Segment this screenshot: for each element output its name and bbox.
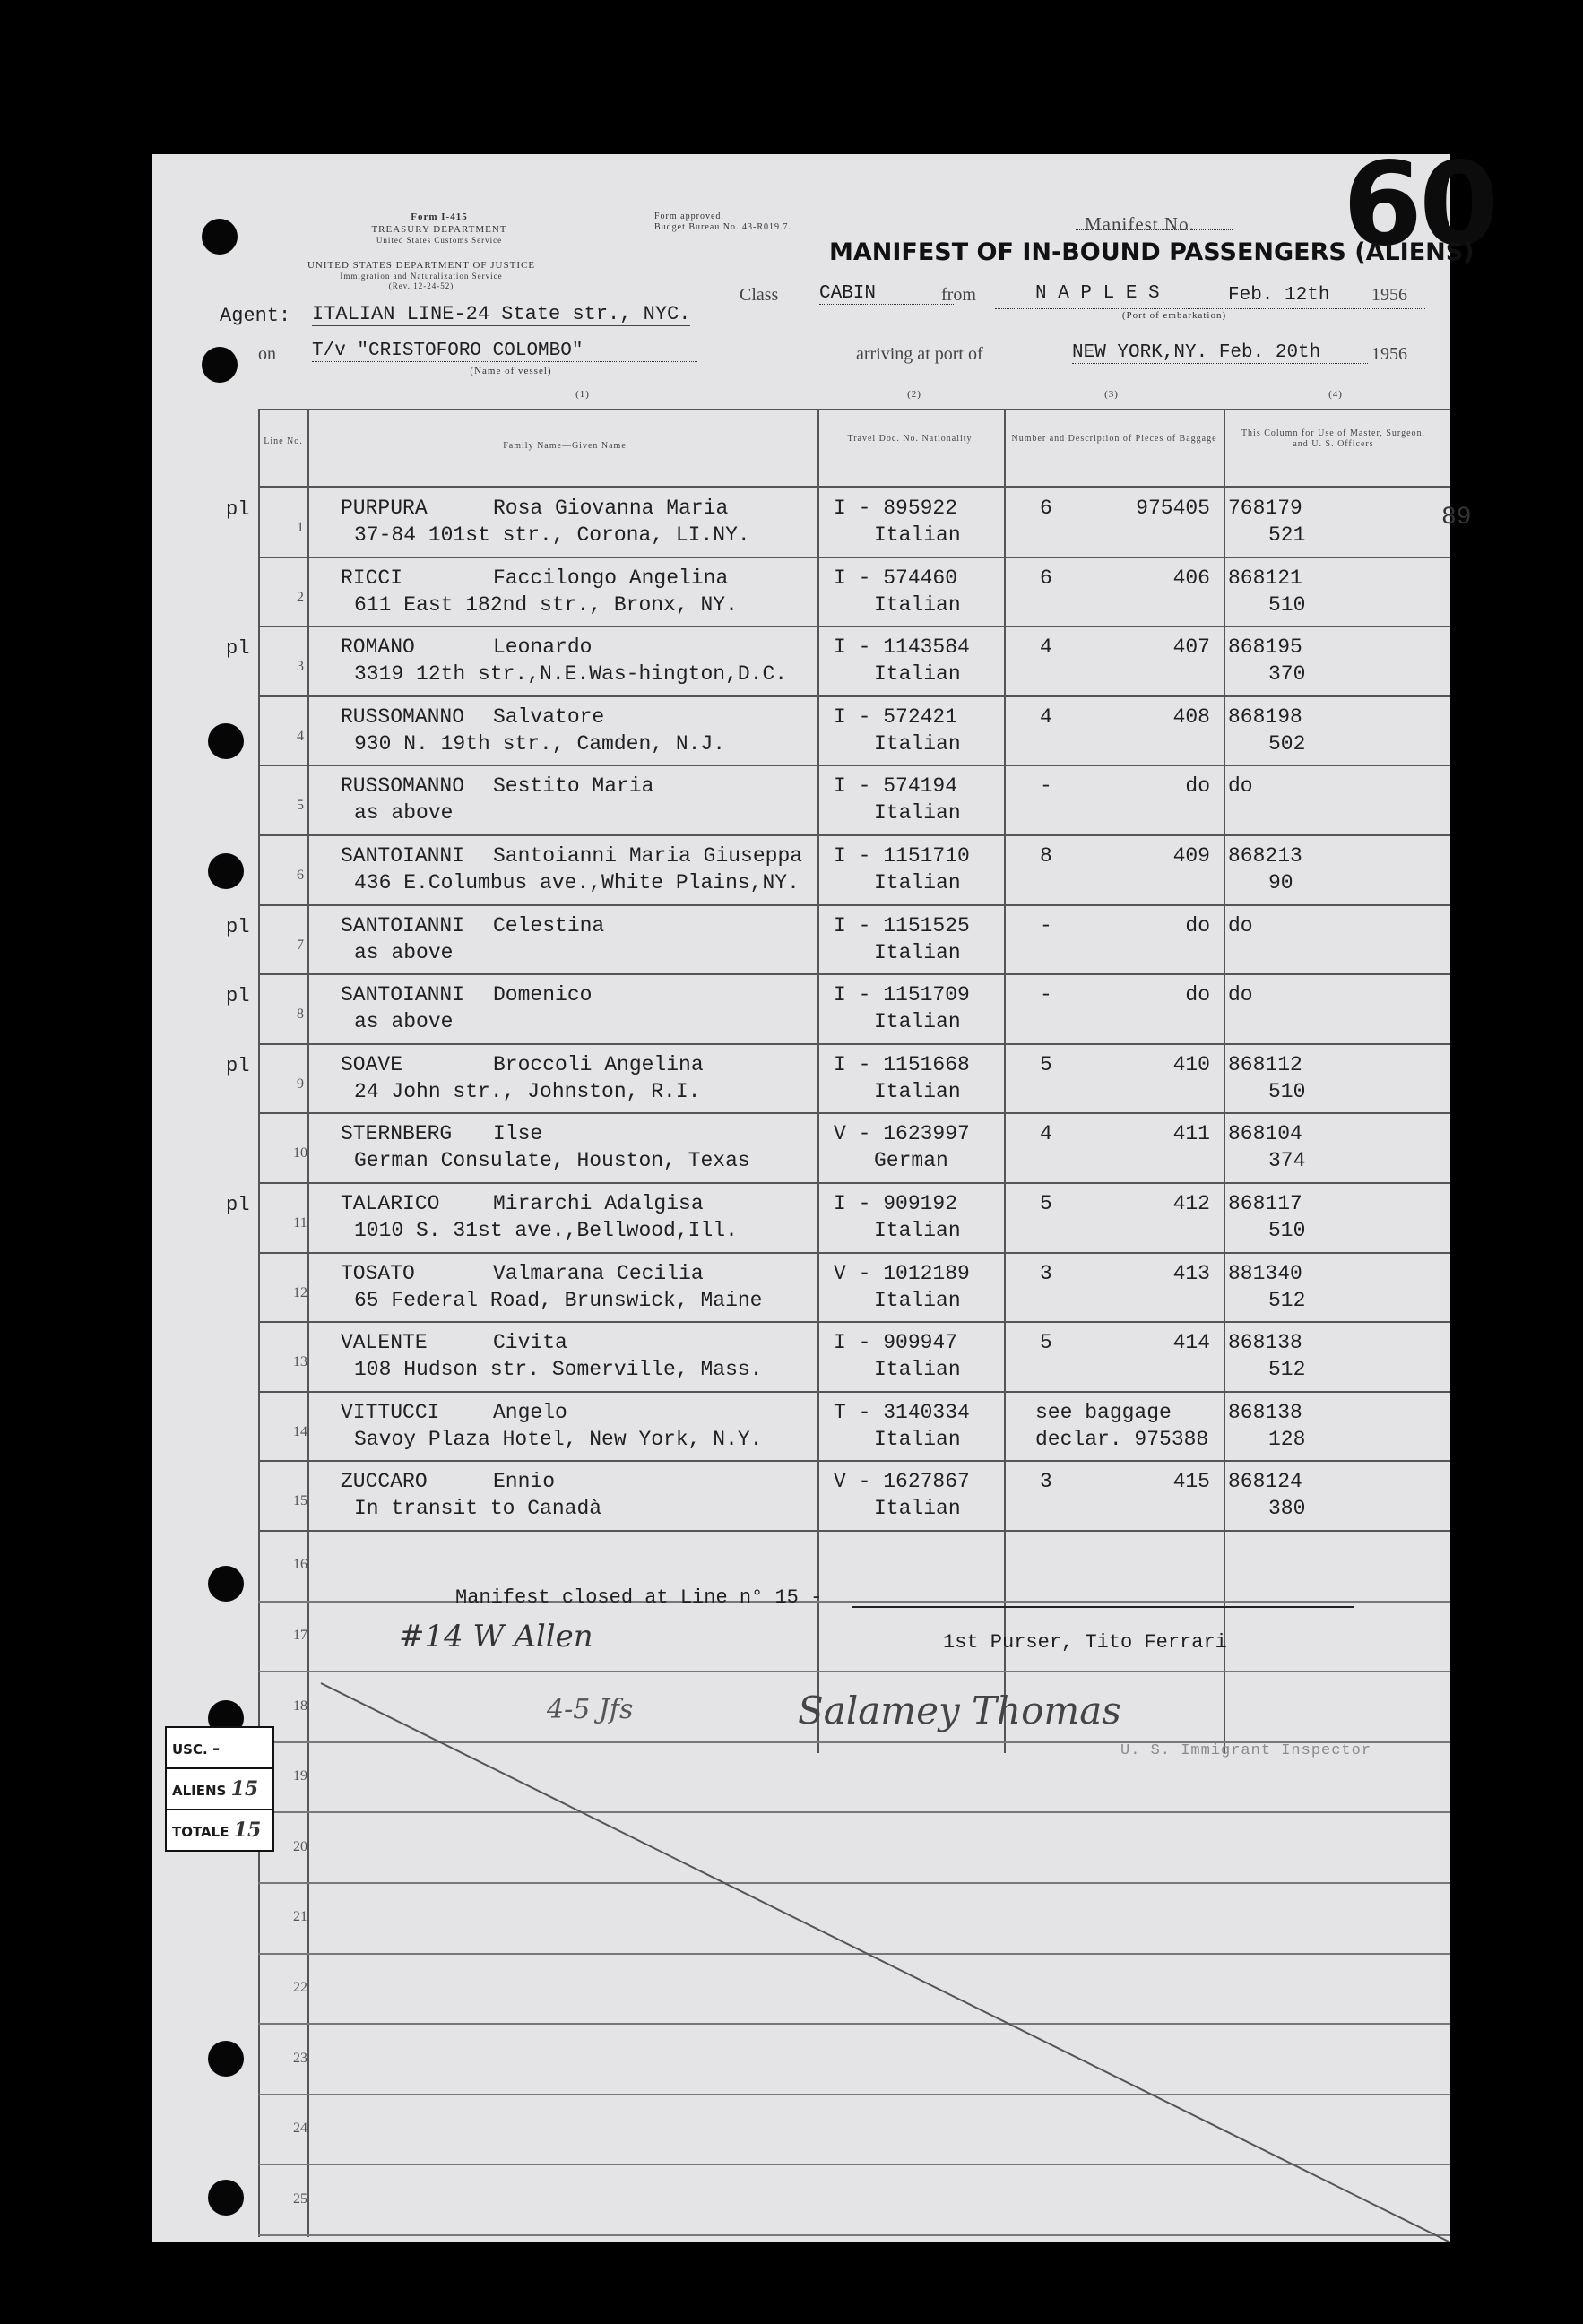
cancellation-strike xyxy=(152,154,1450,2242)
address: as above xyxy=(354,1010,454,1034)
baggage-number: do xyxy=(1185,913,1210,937)
family-name: SOAVE xyxy=(341,1052,403,1076)
given-name: Leonardo xyxy=(493,635,593,660)
inspector-signature: Salamey Thomas xyxy=(798,1689,1121,1732)
given-name: Ilse xyxy=(493,1122,543,1146)
arrival-year: 1956 xyxy=(1371,344,1407,364)
baggage-pieces: 3 xyxy=(1040,1470,1052,1494)
baggage-number: 410 xyxy=(1172,1052,1210,1076)
officer-number: 868213 xyxy=(1228,844,1302,868)
arrival-port-date: NEW YORK,NY. Feb. 20th xyxy=(1072,342,1368,364)
officer-sub-number: 510 xyxy=(1268,1079,1306,1103)
baggage-number: 408 xyxy=(1172,704,1210,729)
officer-sub-number: 510 xyxy=(1268,1219,1306,1242)
family-name: STERNBERG xyxy=(341,1122,453,1146)
family-name: RUSSOMANNO xyxy=(341,704,465,729)
port-caption: (Port of embarkation) xyxy=(1121,310,1227,321)
nationality: Italian xyxy=(874,592,961,617)
address: German Consulate, Houston, Texas xyxy=(354,1149,750,1173)
officer-number: 768179 xyxy=(1228,497,1302,520)
travel-doc-no: T - 3140334 xyxy=(834,1400,970,1424)
nationality: Italian xyxy=(874,523,961,547)
pl-mark: pl xyxy=(226,498,250,521)
address: as above xyxy=(354,940,454,964)
manifest-title: MANIFEST OF IN-BOUND PASSENGERS (ALIENS) xyxy=(829,238,1475,266)
col-header-line: Line No. xyxy=(264,436,303,446)
agent-value: ITALIAN LINE-24 State str., NYC. xyxy=(312,303,691,325)
travel-doc-no: I - 1151709 xyxy=(834,983,970,1007)
family-name: RUSSOMANNO xyxy=(341,774,465,799)
line-number: 7 xyxy=(297,937,304,953)
inspector-caption: U. S. Immigrant Inspector xyxy=(1120,1742,1372,1759)
travel-doc-no: I - 895922 xyxy=(834,497,958,520)
closing-line: Manifest closed at Line n° 15 - xyxy=(455,1586,823,1609)
family-name: RICCI xyxy=(341,566,403,590)
line-number: 3 xyxy=(297,659,304,675)
travel-doc-no: I - 574460 xyxy=(834,566,958,590)
agent-label: Agent: xyxy=(220,305,291,327)
baggage-number: declar. 975388 xyxy=(1035,1427,1209,1451)
nationality: Italian xyxy=(874,1497,961,1521)
nationality: Italian xyxy=(874,801,961,825)
line-number: 24 xyxy=(293,2121,307,2137)
vessel-name: T/v "CRISTOFORO COLOMBO" xyxy=(312,341,697,362)
given-name: Sestito Maria xyxy=(493,774,654,799)
officer-number: 868117 xyxy=(1228,1192,1302,1215)
arriving-label: arriving at port of xyxy=(856,344,983,364)
nationality: Italian xyxy=(874,871,961,894)
family-name: VALENTE xyxy=(341,1331,428,1355)
nationality: Italian xyxy=(874,1079,961,1103)
manifest-number: 60 xyxy=(1343,138,1496,272)
line-number: 20 xyxy=(293,1838,307,1854)
baggage-number: 409 xyxy=(1172,844,1210,868)
officer-number: 881340 xyxy=(1228,1261,1302,1285)
on-label: on xyxy=(258,344,276,364)
line-number: 1 xyxy=(297,520,304,535)
travel-doc-no: I - 909947 xyxy=(834,1331,958,1355)
line-number: 5 xyxy=(297,798,304,814)
travel-doc-no: I - 1143584 xyxy=(834,635,970,660)
col-header-officers: This Column for Use of Master, Surgeon, and U. S. Officers xyxy=(1241,428,1426,449)
embark-date: Feb. 12th xyxy=(1228,285,1330,306)
baggage-pieces: 5 xyxy=(1040,1331,1052,1355)
baggage-pieces: - xyxy=(1040,983,1052,1007)
travel-doc-no: I - 909192 xyxy=(834,1192,958,1215)
aliens-count: ALIENS 15 xyxy=(167,1769,272,1810)
tally-box xyxy=(165,1726,274,1852)
col-header-name: Family Name—Given Name xyxy=(503,441,627,451)
baggage-number: 413 xyxy=(1172,1261,1210,1285)
purser-name: 1st Purser, Tito Ferrari xyxy=(943,1631,1227,1654)
address: 1010 S. 31st ave.,Bellwood,Ill. xyxy=(354,1219,738,1242)
nationality: German xyxy=(874,1149,948,1173)
officer-number: 868138 xyxy=(1228,1331,1302,1355)
address: 3319 12th str.,N.E.Was-hington,D.C. xyxy=(354,662,788,687)
vessel-caption: (Name of vessel) xyxy=(470,366,552,376)
initials-handwriting: 4-5 Jfs xyxy=(547,1694,634,1725)
nationality: Italian xyxy=(874,1358,961,1382)
form-approved: Form approved. xyxy=(654,212,724,221)
given-name: Ennio xyxy=(493,1470,556,1494)
nationality: Italian xyxy=(874,1288,961,1312)
line-number: 21 xyxy=(293,1909,307,1925)
line-number: 16 xyxy=(293,1557,307,1573)
baggage-number: do xyxy=(1185,774,1210,799)
baggage-pieces: 5 xyxy=(1040,1192,1052,1215)
travel-doc-no: I - 572421 xyxy=(834,704,958,729)
baggage-number: 414 xyxy=(1172,1331,1210,1355)
family-name: VITTUCCI xyxy=(341,1400,440,1424)
line-number: 17 xyxy=(293,1627,307,1643)
line-number: 15 xyxy=(293,1493,307,1509)
family-name: SANTOIANNI xyxy=(341,913,465,937)
pl-mark: pl xyxy=(226,1054,250,1077)
budget-bureau: Budget Bureau No. 43-R019.7. xyxy=(654,222,792,232)
travel-doc-no: V - 1627867 xyxy=(834,1470,970,1494)
usc-count: USC. - xyxy=(167,1728,272,1769)
line-number: 18 xyxy=(293,1698,307,1714)
travel-doc-no: V - 1623997 xyxy=(834,1122,970,1146)
family-name: TALARICO xyxy=(341,1192,440,1215)
pl-mark: pl xyxy=(226,637,250,661)
officer-sub-number: 512 xyxy=(1268,1358,1306,1382)
form-number: Form I-415 xyxy=(411,212,468,222)
baggage-number: 415 xyxy=(1172,1470,1210,1494)
class-value: CABIN xyxy=(819,283,954,305)
address: 611 East 182nd str., Bronx, NY. xyxy=(354,592,738,617)
address: 65 Federal Road, Brunswick, Maine xyxy=(354,1288,763,1312)
nationality: Italian xyxy=(874,1219,961,1242)
officer-sub-number: 90 xyxy=(1268,871,1293,894)
col-header-baggage: Number and Description of Pieces of Baggage xyxy=(1011,434,1217,444)
embark-year: 1956 xyxy=(1371,285,1407,305)
col-num-2: (2) xyxy=(907,389,921,400)
total-count: TOTALE 15 xyxy=(172,1819,262,1842)
officer-sub-number: 380 xyxy=(1268,1497,1306,1521)
side-note: 89 xyxy=(1441,504,1472,531)
baggage-number: 411 xyxy=(1172,1122,1210,1146)
officer-sub-number: 370 xyxy=(1268,662,1306,687)
manifest-sheet xyxy=(152,138,1496,2242)
col-num-4: (4) xyxy=(1328,389,1343,400)
customs-service: United States Customs Service xyxy=(376,236,503,245)
baggage-pieces: 3 xyxy=(1040,1261,1052,1285)
baggage-pieces: 8 xyxy=(1040,844,1052,868)
given-name: Domenico xyxy=(493,983,593,1007)
nationality: Italian xyxy=(874,731,961,756)
family-name: ROMANO xyxy=(341,635,415,660)
line-number: 13 xyxy=(293,1354,307,1370)
officer-sub-number: 374 xyxy=(1268,1149,1306,1173)
travel-doc-no: I - 1151710 xyxy=(834,844,970,868)
line-number: 8 xyxy=(297,1006,304,1023)
stamp-handwriting: #14 W Allen xyxy=(399,1619,593,1654)
given-name: Salvatore xyxy=(493,704,605,729)
given-name: Rosa Giovanna Maria xyxy=(493,497,729,520)
officer-number: 868124 xyxy=(1228,1470,1302,1494)
officer-number: 868112 xyxy=(1228,1052,1302,1076)
baggage-pieces: 6 xyxy=(1040,566,1052,590)
family-name: SANTOIANNI xyxy=(341,844,465,868)
given-name: Angelo xyxy=(493,1400,567,1424)
col-num-3: (3) xyxy=(1104,389,1119,400)
baggage-pieces: - xyxy=(1040,913,1052,937)
col-header-travel: Travel Doc. No. Nationality xyxy=(847,434,973,444)
travel-doc-no: I - 574194 xyxy=(834,774,958,799)
family-name: ZUCCARO xyxy=(341,1470,428,1494)
address: 108 Hudson str. Somerville, Mass. xyxy=(354,1358,763,1382)
officer-sub-number: 510 xyxy=(1268,592,1306,617)
given-name: Broccoli Angelina xyxy=(493,1052,704,1076)
from-label: from xyxy=(941,285,976,305)
address: 24 John str., Johnston, R.I. xyxy=(354,1079,701,1103)
officer-sub-number: 521 xyxy=(1268,523,1306,547)
nationality: Italian xyxy=(874,662,961,687)
address: Savoy Plaza Hotel, New York, N.Y. xyxy=(354,1427,763,1451)
officer-number: 868104 xyxy=(1228,1122,1302,1146)
line-number: 14 xyxy=(293,1423,307,1439)
given-name: Santoianni Maria Giuseppa xyxy=(493,844,803,868)
treasury-dept: TREASURY DEPARTMENT xyxy=(371,224,507,235)
given-name: Civita xyxy=(493,1331,567,1355)
address: as above xyxy=(354,801,454,825)
given-name: Mirarchi Adalgisa xyxy=(493,1192,704,1215)
line-number: 23 xyxy=(293,2050,307,2066)
nationality: Italian xyxy=(874,1427,961,1451)
baggage-number: 412 xyxy=(1172,1192,1210,1215)
officer-number: 868198 xyxy=(1228,704,1302,729)
baggage-pieces: 6 xyxy=(1040,497,1052,520)
given-name: Celestina xyxy=(493,913,605,937)
officer-number: do xyxy=(1228,983,1253,1007)
line-number: 4 xyxy=(297,728,304,744)
family-name: PURPURA xyxy=(341,497,428,520)
line-number: 11 xyxy=(293,1215,307,1231)
baggage-number: do xyxy=(1185,983,1210,1007)
officer-sub-number: 128 xyxy=(1268,1427,1306,1451)
col-num-1: (1) xyxy=(575,389,590,400)
officer-number: do xyxy=(1228,913,1253,937)
line-number: 10 xyxy=(293,1145,307,1162)
baggage-pieces: 4 xyxy=(1040,704,1052,729)
pl-mark: pl xyxy=(226,985,250,1008)
officer-number: 868138 xyxy=(1228,1400,1302,1424)
officer-sub-number: 502 xyxy=(1268,731,1306,756)
line-number: 25 xyxy=(293,2190,307,2207)
line-number: 9 xyxy=(297,1076,304,1092)
baggage-pieces: 5 xyxy=(1040,1052,1052,1076)
address: 436 E.Columbus ave.,White Plains,NY. xyxy=(354,871,800,894)
officer-number: 868121 xyxy=(1228,566,1302,590)
baggage-pieces: - xyxy=(1040,774,1052,799)
port-embarkation: N A P L E S xyxy=(1035,283,1160,304)
line-number: 6 xyxy=(297,868,304,883)
address: In transit to Canadà xyxy=(354,1497,602,1521)
baggage-number: 407 xyxy=(1172,635,1210,660)
nationality: Italian xyxy=(874,940,961,964)
officer-sub-number: 512 xyxy=(1268,1288,1306,1312)
address: 37-84 101st str., Corona, LI.NY. xyxy=(354,523,750,547)
officer-number: 868195 xyxy=(1228,635,1302,660)
officer-number: do xyxy=(1228,774,1253,799)
baggage-pieces: 4 xyxy=(1040,1122,1052,1146)
address: 930 N. 19th str., Camden, N.J. xyxy=(354,731,726,756)
family-name: TOSATO xyxy=(341,1261,415,1285)
justice-dept: UNITED STATES DEPARTMENT OF JUSTICE xyxy=(307,260,536,271)
family-name: SANTOIANNI xyxy=(341,983,465,1007)
baggage-number: 406 xyxy=(1172,566,1210,590)
ins-service: Immigration and Naturalization Service xyxy=(340,272,503,281)
pl-mark: pl xyxy=(226,1194,250,1216)
line-number: 12 xyxy=(293,1284,307,1300)
line-number: 19 xyxy=(293,1768,307,1784)
baggage-number: 975405 xyxy=(1136,497,1210,520)
pl-mark: pl xyxy=(226,915,250,938)
form-revision: (Rev. 12-24-52) xyxy=(388,281,454,290)
baggage-pieces: 4 xyxy=(1040,635,1052,660)
travel-doc-no: I - 1151668 xyxy=(834,1052,970,1076)
line-number: 2 xyxy=(297,589,304,605)
given-name: Valmarana Cecilia xyxy=(493,1261,704,1285)
baggage-pieces: see baggage xyxy=(1035,1400,1172,1424)
line-number: 22 xyxy=(293,1979,307,1995)
travel-doc-no: V - 1012189 xyxy=(834,1261,970,1285)
manifest-no-label: Manifest No. xyxy=(1085,213,1195,235)
class-label: Class xyxy=(740,285,779,305)
travel-doc-no: I - 1151525 xyxy=(834,913,970,937)
nationality: Italian xyxy=(874,1010,961,1034)
given-name: Faccilongo Angelina xyxy=(493,566,729,590)
